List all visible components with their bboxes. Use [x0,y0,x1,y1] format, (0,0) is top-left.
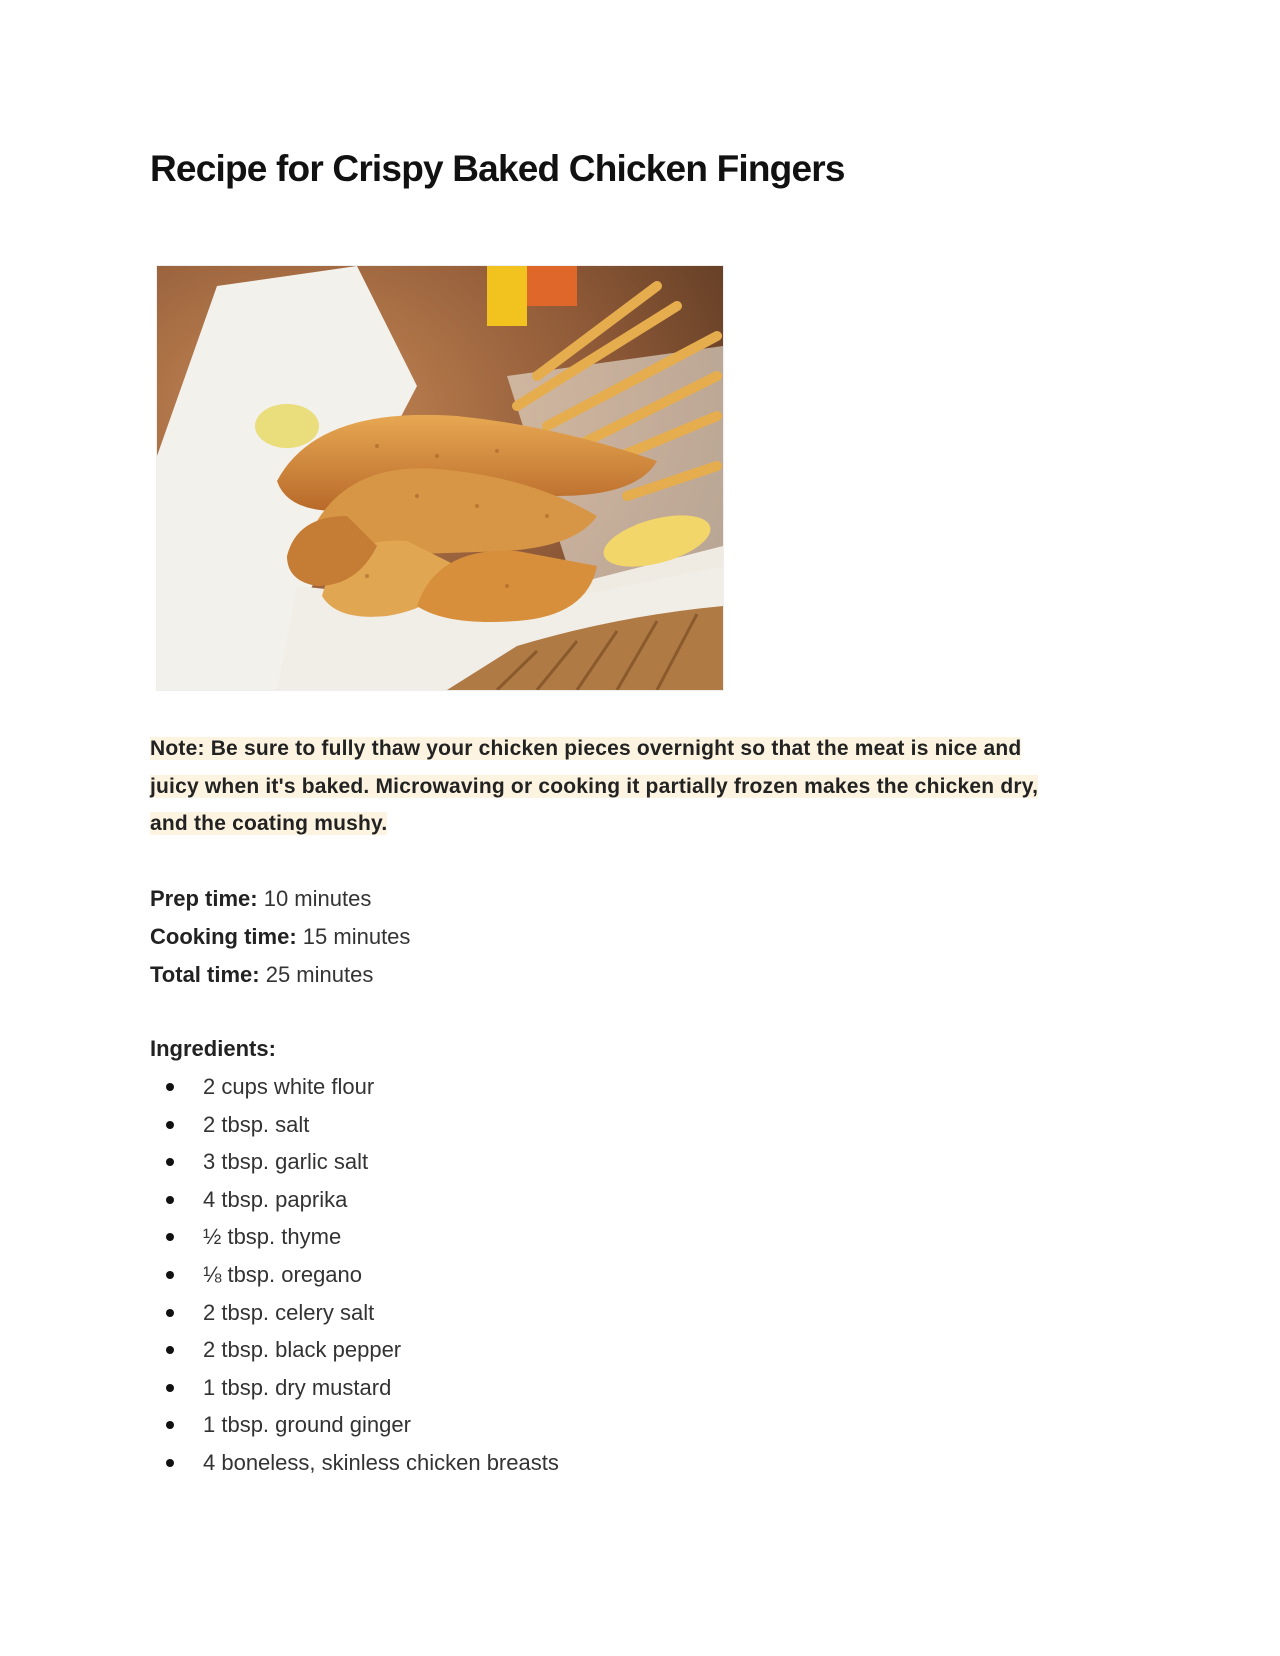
ingredient-text: ½ tbsp. thyme [203,1224,342,1250]
ingredient-text: 1 tbsp. dry mustard [203,1374,392,1400]
cooking-time-label: Cooking time: [150,924,297,949]
bullet-icon [166,1309,174,1317]
prep-time-value: 10 minutes [263,886,372,911]
ingredients-heading: Ingredients: [150,1036,276,1061]
ingredient-text: 3 tbsp. garlic salt [203,1149,369,1175]
bullet-icon [166,1346,174,1354]
list-item [150,1444,559,1482]
recipe-times [150,880,410,994]
prep-time-row [150,880,410,918]
page-title: Recipe for Crispy Baked Chicken Fingers [150,148,845,189]
ingredient-text: 2 cups white flour [203,1074,375,1099]
list-item [150,1369,559,1407]
cooking-time-row [150,918,410,956]
ingredient-text: 2 tbsp. black pepper [203,1337,402,1363]
total-time-row [150,956,410,994]
bullet-icon [166,1233,174,1241]
list-item [150,1294,559,1332]
list-item [150,1143,559,1181]
thaw-note [150,730,1140,843]
list-item [150,1331,559,1369]
total-time-label: Total time: [150,962,260,987]
bullet-icon [166,1083,174,1091]
list-item [150,1106,559,1144]
cooking-time-value: 15 minutes [302,924,411,949]
chicken-fingers-photo [156,265,724,691]
bullet-icon [166,1158,174,1166]
note-line: Note: Be sure to fully thaw your chicken pieces overnight so that the meat is nice and [150,737,1022,760]
bullet-icon [166,1271,174,1279]
total-time-value: 25 minutes [265,962,374,987]
note-line: juicy when it's baked. Microwaving or cooking it partially frozen makes the chicken dry, [150,774,1039,798]
ingredients-list [150,1068,559,1482]
list-item [150,1181,559,1219]
list-item [150,1256,559,1294]
ingredient-text: 2 tbsp. salt [203,1111,310,1137]
ingredient-text: 2 tbsp. celery salt [203,1299,375,1325]
prep-time-label: Prep time: [150,886,258,911]
list-item [150,1068,559,1106]
ingredient-text: 4 boneless, skinless chicken breasts [203,1449,559,1475]
list-item [150,1218,559,1256]
list-item [150,1406,559,1444]
ingredient-text: 4 tbsp. paprika [203,1186,348,1212]
bullet-icon [166,1421,174,1429]
ingredient-text: ⅛ tbsp. oregano [203,1261,363,1287]
ingredient-text: 1 tbsp. ground ginger [203,1412,411,1438]
bullet-icon [166,1196,174,1204]
bullet-icon [166,1459,174,1467]
note-line: and the coating mushy. [150,812,388,835]
bullet-icon [166,1121,174,1129]
bullet-icon [166,1384,174,1392]
